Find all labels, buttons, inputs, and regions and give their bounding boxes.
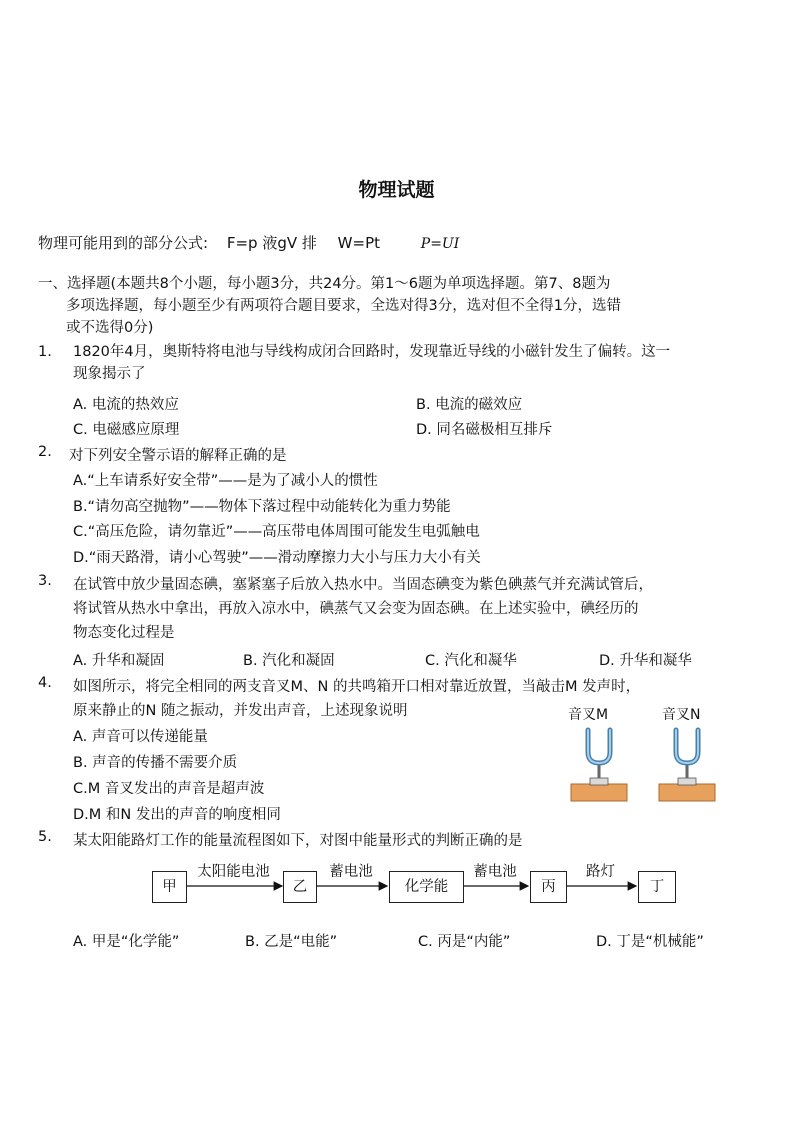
- question-5-stem: 某太阳能路灯工作的能量流程图如下，对图中能量形式的判断正确的是: [73, 833, 523, 849]
- formula-line: [38, 232, 459, 253]
- q1-option-c: C. 电磁感应原理: [73, 422, 180, 438]
- stem-line: 1820年4月，奥斯特将电池与导线构成闭合回路时，发现靠近导线的小磁针发生了偏转。这一: [73, 344, 671, 360]
- q2-option-b: B.“请勿高空抛物”——物体下落过程中动能转化为重力势能: [73, 499, 451, 515]
- flow-box-ding: 丁: [638, 871, 676, 903]
- q4-option-c: C.M 音叉发出的声音是超声波: [73, 781, 265, 797]
- stem-line: 在试管中放少量固态碘，塞紧塞子后放入热水中。当固态碘变为紫色碘蒸气并充满试管后，: [73, 577, 653, 593]
- q3-option-a: A. 升华和凝固: [73, 653, 165, 669]
- q3-option-d: D. 升华和凝华: [599, 653, 692, 669]
- q1-option-a: A. 电流的热效应: [73, 397, 179, 413]
- section-line: 或不选得0分): [66, 320, 154, 336]
- flow-box-bing: 丙: [530, 871, 567, 903]
- question-5-number: 5.: [38, 829, 52, 845]
- q5-option-d: D. 丁是“机械能”: [596, 934, 704, 950]
- arrow-label-street-lamp: 路灯: [586, 864, 615, 880]
- section-line: 一、选择题(本题共8个小题，每小题3分，共24分。第1～6题为单项选择题。第7、8题为: [38, 276, 611, 292]
- stem-line: 现象揭示了: [73, 366, 146, 382]
- tuning-fork-m: [571, 730, 627, 801]
- flow-box-chemical-energy: 化学能: [389, 871, 464, 903]
- question-4-number: 4.: [38, 675, 52, 691]
- q3-option-b: B. 汽化和凝固: [243, 653, 335, 669]
- question-2-number: 2.: [38, 444, 52, 460]
- q3-option-c: C. 汽化和凝华: [425, 653, 517, 669]
- stem-line: 如图所示，将完全相同的两支音叉M、N 的共鸣箱开口相对靠近放置，当敲击M 发声时，: [73, 679, 641, 695]
- question-2-stem: 对下列安全警示语的解释正确的是: [69, 448, 287, 464]
- tuning-fork-n: [659, 730, 715, 801]
- stem-line: 物态变化过程是: [73, 625, 175, 641]
- section-line: 多项选择题，每小题至少有两项符合题目要求，全选对得3分，选对但不全得1分，选错: [66, 298, 621, 314]
- formula-buoyancy: F=p 液gV 排: [226, 234, 317, 252]
- q4-option-a: A. 声音可以传递能量: [73, 729, 208, 745]
- arrow-label-battery: 蓄电池: [329, 864, 373, 880]
- arrow-label-solar-cell: 太阳能电池: [197, 864, 270, 880]
- question-4-stem: [73, 675, 640, 723]
- fork-n-label: 音叉N: [662, 707, 701, 723]
- q2-option-a: A.“上车请系好安全带”——是为了减小人的惯性: [73, 473, 378, 489]
- fork-m-label: 音叉M: [568, 707, 609, 723]
- q5-option-b: B. 乙是“电能”: [245, 934, 338, 950]
- q1-option-b: B. 电流的磁效应: [416, 397, 523, 413]
- formula-power: P=UI: [420, 236, 460, 252]
- question-1-number: 1.: [38, 344, 52, 360]
- q5-option-c: C. 丙是“内能”: [418, 934, 511, 950]
- q2-option-c: C.“高压危险，请勿靠近”——高压带电体周围可能发生电弧触电: [73, 524, 480, 540]
- formula-intro: 物理可能用到的部分公式:: [38, 234, 209, 252]
- flow-box-yi: 乙: [283, 871, 317, 903]
- formula-work: W=Pt: [337, 234, 380, 252]
- q2-option-d: D.“雨天路滑，请小心驾驶”——滑动摩擦力大小与压力大小有关: [73, 550, 481, 566]
- stem-line: 原来静止的N 随之振动，并发出声音，上述现象说明: [73, 703, 408, 719]
- q4-option-b: B. 声音的传播不需要介质: [73, 755, 238, 771]
- q4-option-d: D.M 和N 发出的声音的响度相同: [73, 807, 281, 823]
- question-3-number: 3.: [38, 573, 52, 589]
- section-header: [38, 273, 621, 339]
- q1-option-d: D. 同名磁极相互排斥: [416, 422, 553, 438]
- question-3-stem: [73, 573, 653, 645]
- arrow-label-battery: 蓄电池: [473, 864, 517, 880]
- flow-box-jia: 甲: [152, 871, 187, 903]
- stem-line: 将试管从热水中拿出，再放入凉水中，碘蒸气又会变为固态碘。在上述实验中，碘经历的: [73, 601, 639, 617]
- q5-option-a: A. 甲是“化学能”: [73, 934, 180, 950]
- page-title: 物理试题: [358, 179, 435, 201]
- question-1-stem: [73, 341, 670, 385]
